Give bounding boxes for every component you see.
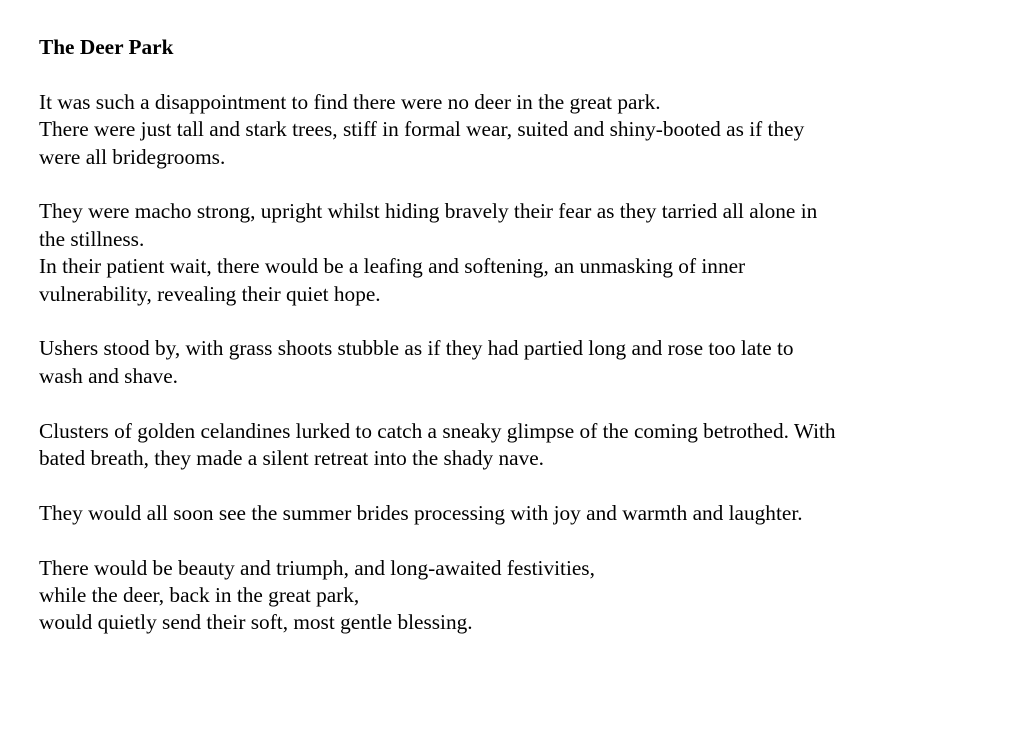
poem-line: the stillness. [39,226,145,251]
poem-line: Clusters of golden celandines lurked to catch a sneaky glimpse of the coming betrothed. With [39,418,836,443]
poem-line: They were macho strong, upright whilst hiding bravely their fear as they tarried all alone in [39,199,818,224]
poem-line: bated breath, they made a silent retreat into the shady nave. [39,446,545,471]
stanza-2 [39,198,999,308]
poem-line: wash and shave. [39,363,178,388]
poem-line: There would be beauty and triumph, and long-awaited festivities, [39,555,595,580]
poem-line: They would all soon see the summer brides processing with joy and warmth and laughter. [39,500,803,525]
poem-line: It was such a disappointment to find there were no deer in the great park. [39,89,661,114]
poem-line: vulnerability, revealing their quiet hope. [39,281,381,306]
poem-line: Ushers stood by, with grass shoots stubble as if they had partied long and rose too late to [39,336,794,361]
stanza-3 [39,335,999,390]
stanza-6 [39,555,999,637]
poem-title: The Deer Park [39,35,174,59]
poem-line: There were just tall and stark trees, stiff in formal wear, suited and shiny-booted as if they [39,117,805,142]
poem-line: In their patient wait, there would be a leafing and softening, an unmasking of inner [39,254,746,279]
stanza-4 [39,418,999,473]
stanza-1 [39,89,999,171]
poem-line: while the deer, back in the great park, [39,583,360,608]
poem-line: would quietly send their soft, most gentle blessing. [39,610,473,635]
poem-line: were all bridegrooms. [39,144,226,169]
document-body [39,34,999,664]
stanza-5 [39,500,999,527]
